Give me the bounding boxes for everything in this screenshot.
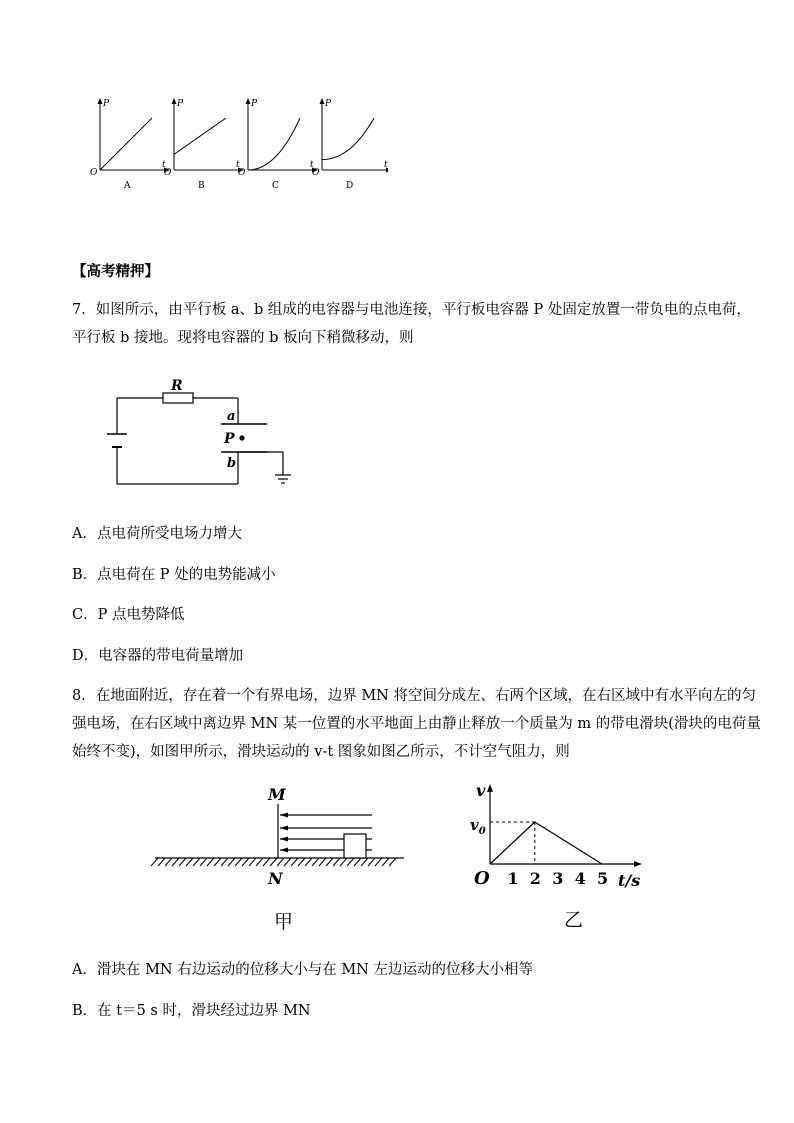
ground-hatch [284,858,291,866]
q8-text-line1: 8．在地面附近，存在着一个有界电场，边界 MN 将空间分成左、右两个区域，在右区域中有水平向左的匀 [72,688,756,704]
pt-ylabel: P [325,99,332,109]
ground-hatch [249,858,256,866]
ground-hatch [305,858,312,866]
ground-hatch [368,858,375,866]
pt-y-arrow [320,98,325,104]
label-n: N [268,869,283,888]
pt-ylabel: P [177,99,184,109]
ground-hatch [354,858,361,866]
ground-hatch [256,858,263,866]
ground-hatch [375,858,382,866]
label-m: M [268,785,286,804]
pt-xlabel: t [384,160,388,170]
ground-hatch [291,858,298,866]
ground-hatch [165,858,172,866]
pt-graph-c [238,98,318,191]
pt-y-arrow [246,98,251,104]
caption-jia: 甲 [274,911,294,933]
charged-slider [344,834,366,858]
q7-option-b: B．点电荷在 P 处的电势能减小 [72,567,276,583]
pt-xlabel: t [236,160,240,170]
q7-option-d: D．电容器的带电荷量增加 [72,648,244,664]
q8-text-line3: 始终不变)，如图甲所示，滑块运动的 v-t 图象如图乙所示，不计空气阻力，则 [72,744,570,760]
ground-hatch [172,858,179,866]
pt-ylabel: P [103,99,110,109]
pt-y-arrow [172,98,177,104]
vt-tick-label: 4 [574,869,586,888]
resistor [163,393,193,403]
pt-option-label: C [272,181,279,191]
pt-xlabel: t [162,160,166,170]
pt-curve [174,118,226,154]
caption-yi: 乙 [564,909,584,931]
section-header: 【高考精押】 [72,263,159,280]
vt-tick-label: 2 [529,869,541,888]
pt-ylabel: P [251,99,258,109]
ground-hatch [312,858,319,866]
label-r: R [171,378,183,394]
vt-origin: O [474,868,490,889]
ground-hatch [207,858,214,866]
pt-origin: O [164,168,172,178]
ground-hatch [361,858,368,866]
field-boundary-figure [150,782,410,937]
vt-tick-label: 3 [552,869,564,888]
ground-hatch [263,858,270,866]
ground-hatch [151,858,158,866]
ground-hatch [158,858,165,866]
ground-hatch [340,858,347,866]
ground-hatch [326,858,333,866]
ground-hatch [221,858,228,866]
pt-y-arrow [98,98,103,104]
pt-graphs-figure [88,96,388,192]
label-b: b [227,456,237,471]
pt-origin: O [90,168,98,178]
point-charge-p [239,435,244,440]
pt-origin: O [238,168,246,178]
ground-hatch [214,858,221,866]
ground-hatch [389,858,396,866]
ground-hatch [186,858,193,866]
q8-option-a: A．滑块在 MN 右边运动的位移大小与在 MN 左边运动的位移大小相等 [72,962,533,978]
pt-curve [248,118,300,170]
ground-hatch [382,858,389,866]
q7-option-a: A．点电荷所受电场力增大 [72,526,242,542]
q7-text-line1: 7．如图所示，由平行板 a、b 组成的电容器与电池连接，平行板电容器 P 处固定放置一带负电的点电荷， [72,302,751,318]
ground-hatch [242,858,249,866]
pt-curve [100,118,152,170]
pt-option-label: B [198,181,205,191]
pt-curve [322,118,374,160]
pt-origin: O [312,168,320,178]
ground-hatch [277,858,284,866]
pt-graph-b [164,98,244,191]
ground-hatch [333,858,340,866]
capacitor-circuit-diagram [105,372,305,497]
pt-graph-d [312,98,388,191]
ground-hatch [347,858,354,866]
pt-graph-a [90,98,170,191]
q7-option-c: C．P 点电势降低 [72,607,185,623]
ground-hatch [193,858,200,866]
vt-ylabel: v [476,781,486,800]
ground-hatch [319,858,326,866]
vt-line [490,822,602,864]
ground-hatch [228,858,235,866]
q8-text-line2: 强电场，在右区域中离边界 MN 某一位置的水平地面上由静止释放一个质量为 m 的带电滑块(滑块的电荷量 [72,716,761,732]
pt-option-label: D [346,181,354,191]
ground-hatch [179,858,186,866]
vt-xlabel: t/s [618,871,641,890]
label-a: a [227,409,236,424]
vt-graph [468,780,646,938]
ground-hatch [200,858,207,866]
vt-v0-label: $v_0$ [470,816,486,837]
ground-hatch [298,858,305,866]
pt-option-label: A [124,181,131,191]
ground-hatch [270,858,277,866]
q7-text-line2: 平行板 b 接地。现将电容器的 b 板向下稍微移动，则 [72,330,414,346]
vt-tick-label: 1 [507,869,519,888]
label-p: P [224,431,235,447]
pt-xlabel: t [310,160,314,170]
ground-hatch [235,858,242,866]
vt-tick-label: 5 [597,869,609,888]
q8-option-b: B．在 t＝5 s 时，滑块经过边界 MN [72,1003,311,1019]
